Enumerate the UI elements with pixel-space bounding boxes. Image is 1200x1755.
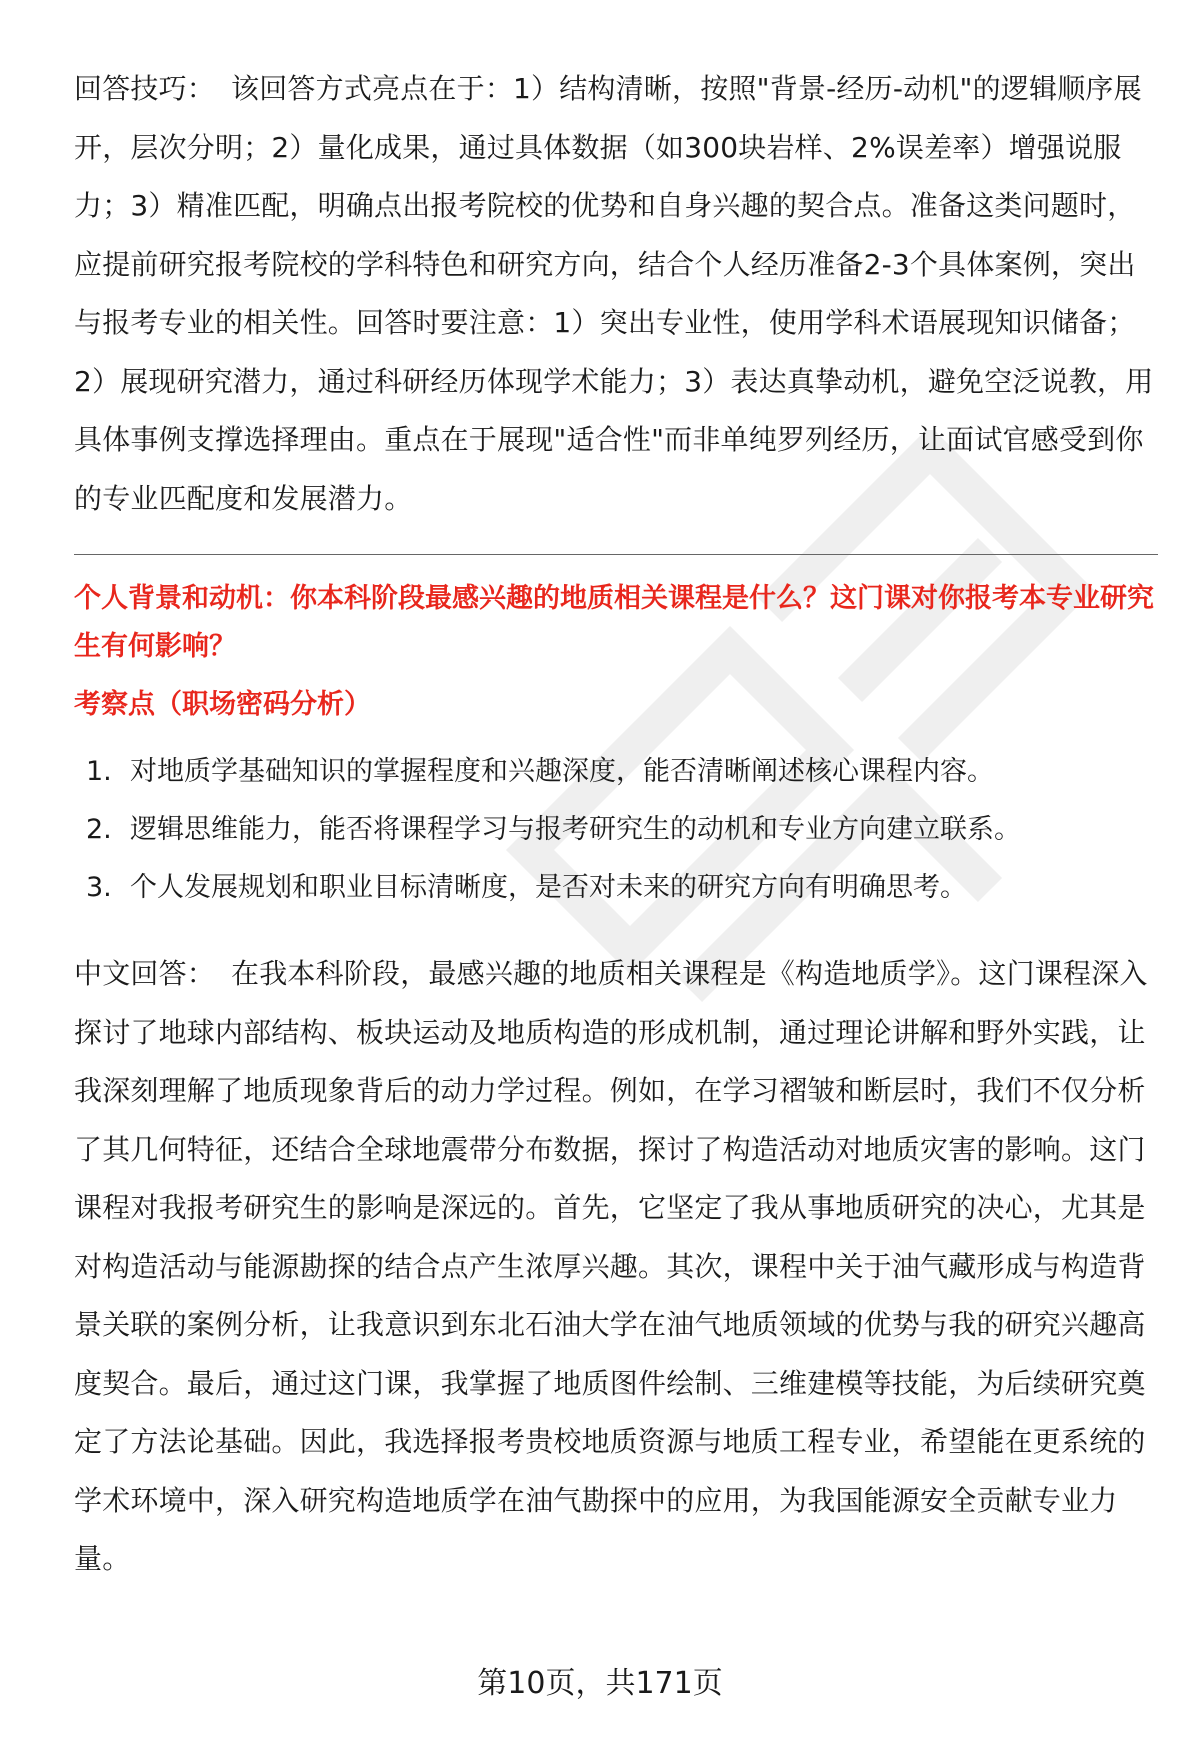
section-divider [74, 554, 1158, 555]
list-item-number: 1. [86, 756, 112, 787]
answer-label: 中文回答： [74, 957, 216, 990]
list-item-text: 逻辑思维能力，能否将课程学习与报考研究生的动机和专业方向建立联系。 [130, 814, 1021, 845]
answer-paragraph [74, 945, 1158, 1589]
list-item [74, 743, 1158, 801]
document-page [74, 60, 1158, 1589]
list-item [74, 859, 1158, 917]
list-item-number: 3. [86, 872, 112, 903]
list-item-number: 2. [86, 814, 112, 845]
list-item-text: 个人发展规划和职业目标清晰度，是否对未来的研究方向有明确思考。 [130, 872, 967, 903]
list-item [74, 801, 1158, 859]
question-heading: 个人背景和动机：你本科阶段最感兴趣的地质相关课程是什么？这门课对你报考本专业研究生有何影响？ [74, 583, 1154, 662]
list-item-text: 对地质学基础知识的掌握程度和兴趣深度，能否清晰阐述核心课程内容。 [130, 756, 994, 787]
exam-points-heading: 考察点（职场密码分析） [74, 689, 371, 720]
tips-body: 该回答方式亮点在于：1）结构清晰，按照"背景-经历-动机"的逻辑顺序展开，层次分明；2）量化成果，通过具体数据（如300块岩样、2%误差率）增强说服力；3）精准匹配，明确点出报考院校的优势和自身兴趣的契合点。准备这类问题时，应提前研究报考院校的学科特色和研究方向，结合个人经历准备2-3个具体案例，突出与报考专业的相关性。回答时要注意：1）突出专业性，使用学科术语展现知识储备；2）展现研究潜力，通过科研经历体现学术能力；3）表达真挚动机，避免空泛说教，用具体事例支撑选择理由。重点在于展现"适合性"而非单纯罗列经历，让面试官感受到你的专业匹配度和发展潜力。 [74, 72, 1154, 515]
exam-points-list [74, 743, 1158, 917]
page-number-footer: 第10页，共171页 [477, 1666, 723, 1701]
answer-body: 在我本科阶段，最感兴趣的地质相关课程是《构造地质学》。这门课程深入探讨了地球内部结构、板块运动及地质构造的形成机制，通过理论讲解和野外实践，让我深刻理解了地质现象背后的动力学过程。例如，在学习褶皱和断层时，我们不仅分析了其几何特征，还结合全球地震带分布数据，探讨了构造活动对地质灾害的影响。这门课程对我报考研究生的影响是深远的。首先，它坚定了我从事地质研究的决心，尤其是对构造活动与能源勘探的结合点产生浓厚兴趣。其次，课程中关于油气藏形成与构造背景关联的案例分析，让我意识到东北石油大学在油气地质领域的优势与我的研究兴趣高度契合。最后，通过这门课，我掌握了地质图件绘制、三维建模等技能，为后续研究奠定了方法论基础。因此，我选择报考贵校地质资源与地质工程专业，希望能在更系统的学术环境中，深入研究构造地质学在油气勘探中的应用，为我国能源安全贡献专业力量。 [74, 957, 1148, 1575]
tips-paragraph [74, 60, 1158, 528]
tips-label: 回答技巧： [74, 72, 216, 105]
